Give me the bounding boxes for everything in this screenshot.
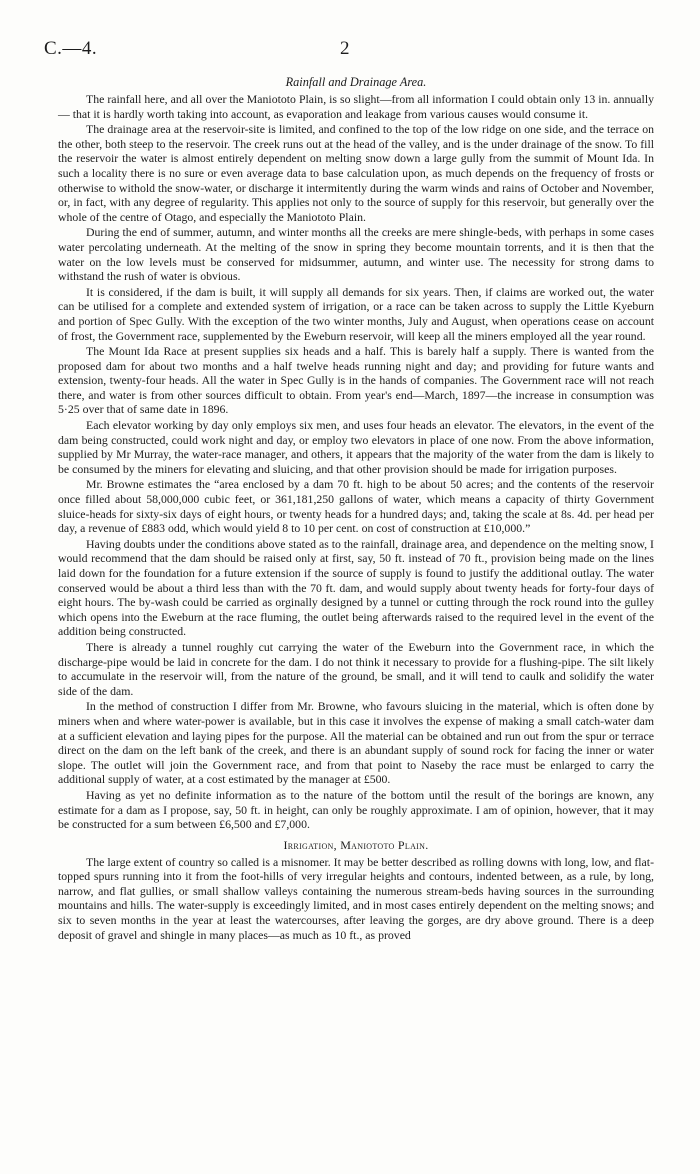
paragraph: Having as yet no definite information as to the nature of the bottom until the result of the borings are known, any estimate for a dam as I propose, say, 50 ft. in height, can only be roughly approximate. I am of opinion, however, that it may be constructed for a sum between £6,500 and £7,000. [58,787,654,832]
document-body [58,74,654,943]
paragraph: There is already a tunnel roughly cut carrying the water of the Eweburn into the Government race, in which the discharge-pipe would be laid in concrete for the dam. I do not think it necessary to provide for a flushing-pipe. The silt likely to accumulate in the reservoir will, from the nature of the ground, be small, and it will tend to caulk and solidify the water side of the dam. [58,639,654,698]
paragraph: It is considered, if the dam is built, it will supply all demands for six years. Then, if claims are worked out, the water can be utilised for a complete and extended system of irrigation, or a race can be taken across to supply the Little Kyeburn and portion of Spec Gully. With the exception of the two winter months, July and August, when operations cease on account of frost, the Government race, supplemented by the Eweburn reservoir, will keep all the miners employed all the year round. [58,284,654,343]
paragraph: The Mount Ida Race at present supplies six heads and a half. This is barely half a supply. There is wanted from the proposed dam for about two months and a half twelve heads running night and day; and providing for future wants and extension, twenty-four heads. All the water in Spec Gully is in the hands of companies. The Government race will not reach there, and water is from other sources difficult to obtain. From year's end—March, 1897—the increase in consumption was 5·25 over that of same date in 1896. [58,344,654,417]
paragraph: In the method of construction I differ from Mr. Browne, who favours sluicing in the material, which is often done by miners when and where water-power is available, but in this case it involves the expense of making a small catch-water dam at a sufficient elevation and laying pipes for the purpose. All the material can be obtained and run out from the spur or terrace direct on the dam on the left bank of the creek, and there is an abundant supply of sound rock for facing the inner or water slope. The outlet will join the Government race, and from that point to Naseby the race must be enlarged to carry the additional supply of water, at a cost estimated by the manager at £500. [58,699,654,787]
paragraph: Having doubts under the conditions above stated as to the rainfall, drainage area, and dependence on the melting snow, I would recommend that the dam should be raised only at first, say, 50 ft. instead of 70 ft., provision being made on the lines laid down for the foundation for a future extension if the source of supply is found to justify the additional outlay. The water conserved would be about a third less than with the 70 ft. dam, and would supply about twenty heads for forty-four days of eight hours. The by-wash could be carried as orginally designed by a tunnel or cutting through the rock round into the gulley which opens into the Eweburn at the race fluming, the outlet being afterwards raised to the required level in the event of the addition being constructed. [58,536,654,639]
section-heading-irrigation: Irrigation, Maniototo Plain. [283,837,429,852]
paragraph: Mr. Browne estimates the “area enclosed by a dam 70 ft. high to be about 50 acres; and the contents of the reservoir once filled about 58,000,000 cubic feet, or 361,181,250 gallons of water, which means a capacity of thirty Government sluice-heads for sixty-six days of eight hours, or twenty heads for a hundred days; and, taking the scale at 8s. 4d. per head per day, a revenue of £883 odd, which would yield 8 to 10 per cent. on cost of construction at £10,000.” [58,477,654,536]
page-number: 2 [340,38,350,59]
document-reference: C.—4. [44,38,98,59]
paragraph: During the end of summer, autumn, and winter months all the creeks are mere shingle-beds, with perhaps in some cases water percolating underneath. At the melting of the snow in spring they become mountain torrents, and it is then that the water on the low levels must be conserved for midsummer, autumn, and winter use. The necessity for strong dams to withstand the rush of water is obvious. [58,225,654,284]
paragraph: Each elevator working by day only employs six men, and uses four heads an elevator. The elevators, in the event of the dam being constructed, could work night and day, or employ two elevators in place of one now. From the above information, supplied by Mr Murray, the water-race manager, and others, it appears that the majority of the water from the dam is likely to be consumed by the miners for elevating and sluicing, and that other provision should be made for irrigation purposes. [58,418,654,476]
paragraph: The rainfall here, and all over the Maniototo Plain, is so slight—from all information I could obtain only 13 in. annually — that it is hardly worth taking into account, as evaporation and leakage from various causes would consume it. [58,92,654,121]
paragraph: The large extent of country so called is a misnomer. It may be better described as rolling downs with long, low, and flat-topped spurs running into it from the foot-hills of very irregular heights and contours, indented between, as a rule, by long, narrow, and flat gullies, or small shallow valleys containing the numerous stream-beds having sources in the surrounding mountains and hills. The water-supply is exceedingly limited, and in most cases entirely dependent on the melting snows; and six to seven months in the year at least the watercourses, after leaving the gorges, are dry above ground. There is a deep deposit of gravel and shingle in many places—as much as 10 ft., as proved [58,854,654,942]
section-heading-rainfall: Rainfall and Drainage Area. [285,75,427,89]
paragraph: The drainage area at the reservoir-site is limited, and confined to the top of the low ridge on one side, and the terrace on the other, both steep to the reservoir. The creek runs out at the head of the valley, and is the under drainage of the snow. To fill the reservoir the water is almost entirely dependent on melting snow down a large gully from the summit of Mount Ida. In such a locality there is no sure or even average data to base calculation upon, as much depends on the frequency of frosts or otherwise to withold the snow-water, or discharge it intermitently during the warm winds and rains of October and November, or, in fact, with any degree of regularity. This applies not only to the source of supply for this reservoir, but generally over the whole of the centre of Otago, and especially the Maniototo Plain. [58,122,654,224]
